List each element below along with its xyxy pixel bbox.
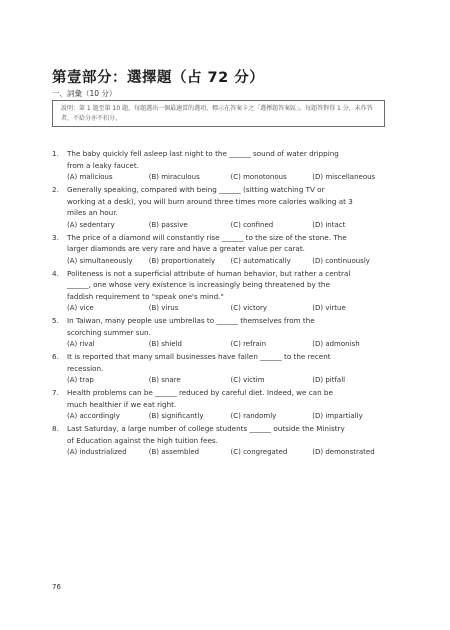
question-text-line: The baby quickly fell asleep last night to the ______ sound of water dripping <box>67 149 339 158</box>
section-title: 第壹部分：選擇題（占 72 分） <box>52 70 265 86</box>
question-item <box>52 315 394 350</box>
question-text-line: recession. <box>67 363 104 373</box>
question-stem <box>52 268 394 303</box>
answer-option[interactable]: (D) demonstrated <box>312 448 375 456</box>
instructions-box: 說明：第 1 題至第 10 題，每題選出一個最適當的選項，標示在答案卡之「選擇題答案區」。每題答對得 1 分，未作答者，不給分亦不扣分。 <box>52 100 385 127</box>
answer-option[interactable]: (C) confined <box>230 220 274 229</box>
question-number: 7. <box>52 388 59 397</box>
answer-option[interactable]: (A) simultaneously <box>67 256 133 265</box>
question-text-line: Politeness is not a superficial attribute of human behavior, but rather a central <box>67 268 351 278</box>
question-stem <box>52 387 394 410</box>
answer-options <box>52 410 394 422</box>
question-item <box>52 232 394 267</box>
question-stem <box>52 148 394 171</box>
question-text-line: In Taiwan, many people use umbrellas to ______ themselves from the <box>67 316 315 325</box>
question-item <box>52 351 394 386</box>
answer-option[interactable]: (B) assembled <box>148 448 200 456</box>
question-stem <box>52 423 394 446</box>
answer-option[interactable]: (C) randomly <box>230 412 277 420</box>
question-text-line: miles an hour. <box>67 208 118 217</box>
answer-option[interactable]: (B) virus <box>148 304 179 312</box>
answer-option[interactable]: (B) shield <box>148 340 182 348</box>
answer-option[interactable]: (C) monotonous <box>230 173 287 181</box>
question-stem <box>52 232 394 255</box>
answer-option[interactable]: (A) vice <box>67 304 94 312</box>
question-text-line: much healthier if we eat right. <box>67 399 177 409</box>
question-number: 1. <box>52 149 59 158</box>
question-number: 3. <box>52 232 59 242</box>
question-text-line: Last Saturday, a large number of college students ______ outside the Ministry <box>67 424 345 433</box>
answer-options <box>52 338 394 350</box>
question-text-line: faddish requirement to "speak one's mind." <box>67 291 224 301</box>
answer-option[interactable]: (C) automatically <box>230 256 291 265</box>
question-text-line: of Education against the high tuition fees. <box>67 435 218 445</box>
answer-option[interactable]: (D) intact <box>312 220 346 229</box>
answer-options <box>52 302 394 314</box>
question-text-line: working at a desk), you will burn around three times more calories walking at 3 <box>67 196 353 206</box>
question-number: 8. <box>52 424 59 433</box>
question-item <box>52 423 394 458</box>
answer-option[interactable]: (A) rival <box>67 340 95 348</box>
answer-option[interactable]: (A) industrialized <box>67 448 127 456</box>
answer-option[interactable]: (D) admonish <box>312 340 360 348</box>
question-text-line: Health problems can be ______ reduced by careful diet. Indeed, we can be <box>67 388 333 397</box>
question-number: 2. <box>52 185 59 194</box>
question-item <box>52 184 394 231</box>
question-stem <box>52 315 394 338</box>
answer-option[interactable]: (D) pitfall <box>312 376 346 384</box>
answer-option[interactable]: (C) congregated <box>230 448 288 456</box>
answer-options <box>52 374 394 386</box>
answer-option[interactable]: (C) refrain <box>230 340 267 348</box>
question-text-line: from a leaky faucet. <box>67 160 139 170</box>
page-number: 76 <box>52 583 61 591</box>
answer-option[interactable]: (B) significantly <box>148 412 204 420</box>
question-text-line: The price of a diamond will constantly rise ______ to the size of the stone. The <box>67 232 347 242</box>
answer-option[interactable]: (B) snare <box>148 376 181 384</box>
answer-options <box>52 255 394 267</box>
question-text-line: larger diamonds are very rare and have a greater value per carat. <box>67 244 305 253</box>
question-text-line: ______, one whose very existence is increasingly being threatened by the <box>67 280 330 289</box>
answer-options <box>52 171 394 183</box>
question-number: 6. <box>52 352 59 361</box>
answer-option[interactable]: (A) trap <box>67 376 94 384</box>
answer-option[interactable]: (D) continuously <box>312 256 370 265</box>
question-list <box>52 148 394 459</box>
answer-option[interactable]: (D) impartially <box>312 412 363 420</box>
answer-option[interactable]: (B) miraculous <box>148 173 200 181</box>
question-text-line: It is reported that many small businesses have fallen ______ to the recent <box>67 352 331 361</box>
answer-option[interactable]: (B) proportionately <box>148 256 216 265</box>
question-stem <box>52 184 394 219</box>
question-item <box>52 148 394 183</box>
answer-option[interactable]: (C) victory <box>230 304 268 312</box>
answer-options <box>52 446 394 458</box>
question-item <box>52 387 394 422</box>
question-number: 4. <box>52 268 59 278</box>
question-item <box>52 268 394 315</box>
question-text-line: Generally speaking, compared with being ______ (sitting watching TV or <box>67 185 325 194</box>
answer-options <box>52 219 394 231</box>
answer-option[interactable]: (D) virtue <box>312 304 346 312</box>
answer-option[interactable]: (D) miscellaneous <box>312 173 376 181</box>
section-subtitle: 一、詞彙（10 分） <box>52 89 117 98</box>
answer-option[interactable]: (B) passive <box>148 220 188 229</box>
question-number: 5. <box>52 316 59 325</box>
answer-option[interactable]: (C) victim <box>230 376 265 384</box>
answer-option[interactable]: (A) accordingly <box>67 412 120 420</box>
answer-option[interactable]: (A) malicious <box>67 173 113 181</box>
question-text-line: scorching summer sun. <box>67 327 151 337</box>
question-stem <box>52 351 394 374</box>
answer-option[interactable]: (A) sedentary <box>67 220 115 229</box>
